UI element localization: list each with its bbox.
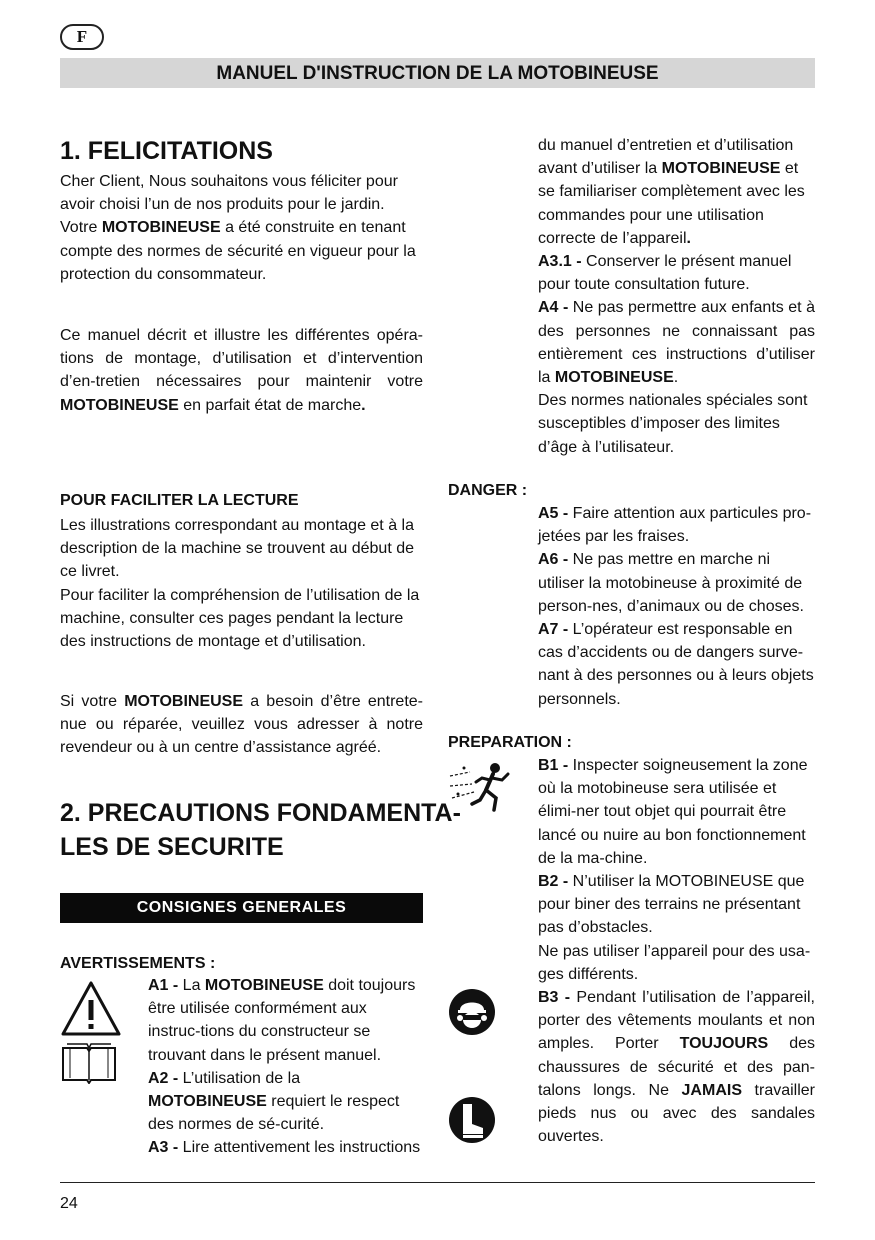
safety-boots-icon — [448, 1090, 496, 1152]
warning-a4: A4 - Ne pas permettre aux enfants et à des personnes ne connaissant pas entièrement ces instructions d’utiliser la MOTOBINEUSE. — [538, 299, 815, 387]
reading-title: POUR FACILITER LA LECTURE — [60, 492, 299, 509]
language-badge: F — [60, 24, 104, 50]
preparation-title: PREPARATION : — [448, 734, 572, 751]
warning-a3-continued: du manuel d’entretien et d’utilisation avant d’utiliser la MOTOBINEUSE et se familiariser complètement avec les commandes pour une utilisation correcte de l’appareil. — [538, 137, 805, 247]
section1-para-1: Cher Client, Nous souhaitons vous féliciter pour avoir choisi l’un de nos produits pour le jardin. — [60, 173, 398, 214]
warning-a3-1: A3.1 - Conserver le présent manuel pour toute consultation future. — [538, 253, 792, 294]
warning-a1: A1 - La MOTOBINEUSE doit toujours être utilisée conformément aux instruc-tions du constructeur se trouvant dans le présent manuel. — [148, 977, 416, 1064]
general-instructions-bar: CONSIGNES GENERALES — [60, 893, 423, 923]
reading-body — [60, 514, 423, 653]
page-number: 24 — [60, 1195, 78, 1212]
header-title: MANUEL D'INSTRUCTION DE LA MOTOBINEUSE — [60, 58, 815, 88]
reading-para-3: Si votre MOTOBINEUSE a besoin d’être entrete-nue ou réparée, veuillez vous adresser à notre revendeur ou à un centre d’assistance agréé. — [60, 693, 423, 757]
danger-a6: A6 - Ne pas mettre en marche ni utiliser la motobineuse à proximité de person-nes, d’animaux ou de choses. — [538, 551, 804, 615]
preparation-b2-extra: Ne pas utiliser l’appareil pour des usa-ges différents. — [538, 942, 811, 983]
warning-a2: A2 - L’utilisation de la MOTOBINEUSE requiert le respect des normes de sé-curité. — [148, 1069, 400, 1134]
preparation-b3: B3 - Pendant l’utilisation de l’appareil, porter des vêtements moulants et non amples. Porter TOUJOURS des chaussures de sécurité et des pan-talons longs. Ne JAMAIS travailler pieds nus ou avec des sandales ouvertes. — [538, 989, 816, 1146]
warning-a3: A3 - Lire attentivement les instructions — [148, 1139, 421, 1157]
danger-list — [538, 502, 815, 711]
danger-a7: A7 - L’opérateur est responsable en cas d’accidents ou de dangers surve-nant à des personnes ou à leurs objets personnels. — [538, 621, 814, 708]
preparation-list — [538, 754, 815, 1148]
section1-para-3: Ce manuel décrit et illustre les différentes opéra-tions de montage, d’utilisation et d’intervention d’en-tretien nécessaires pour maintenir votre MOTOBINEUSE en parfait état de marche. — [60, 327, 423, 414]
section1-para-2: Votre MOTOBINEUSE a été construite en tenant compte des normes de sécurité en vigueur pour la protection du consommateur. — [60, 219, 416, 283]
warning-icon — [60, 980, 122, 1038]
warnings-continued — [538, 134, 815, 459]
manual-book-icon — [60, 1042, 118, 1084]
thrown-objects-icon — [448, 758, 518, 816]
section1-title: 1. FELICITATIONS — [60, 137, 273, 165]
protective-gear-icon — [448, 988, 496, 1036]
warnings-list — [148, 974, 423, 1160]
warnings-title: AVERTISSEMENTS : — [60, 955, 216, 972]
reading-para-2: Pour faciliter la compréhension de l’utilisation de la machine, consulter ces pages pendant la lecture des instructions de montage et d’utilisation. — [60, 586, 420, 651]
section2-title: 2. PRECAUTIONS FONDAMENTA- LES DE SECURITE — [60, 799, 461, 861]
preparation-b2: B2 - N’utiliser la MOTOBINEUSE que pour biner des terrains ne présentant pas d’obstacles. — [538, 873, 805, 937]
section1-body — [60, 170, 423, 286]
reading-para-1: Les illustrations correspondant au montage et à la description de la machine se trouvent au début de ce livret. — [60, 517, 415, 581]
danger-title: DANGER : — [448, 482, 528, 499]
danger-a5: A5 - Faire attention aux particules pro-jetées par les fraises. — [538, 505, 812, 546]
preparation-b1: B1 - Inspecter soigneusement la zone où la motobineuse sera utilisée et élimi-ner tout objet qui pourrait être lancé ou nuire au bon fonctionnement de la ma-chine. — [538, 757, 808, 867]
warning-a4-extra: Des normes nationales spéciales sont susceptibles d’imposer des limites d’âge à l’utilisateur. — [538, 392, 808, 456]
footer-divider — [60, 1182, 815, 1183]
